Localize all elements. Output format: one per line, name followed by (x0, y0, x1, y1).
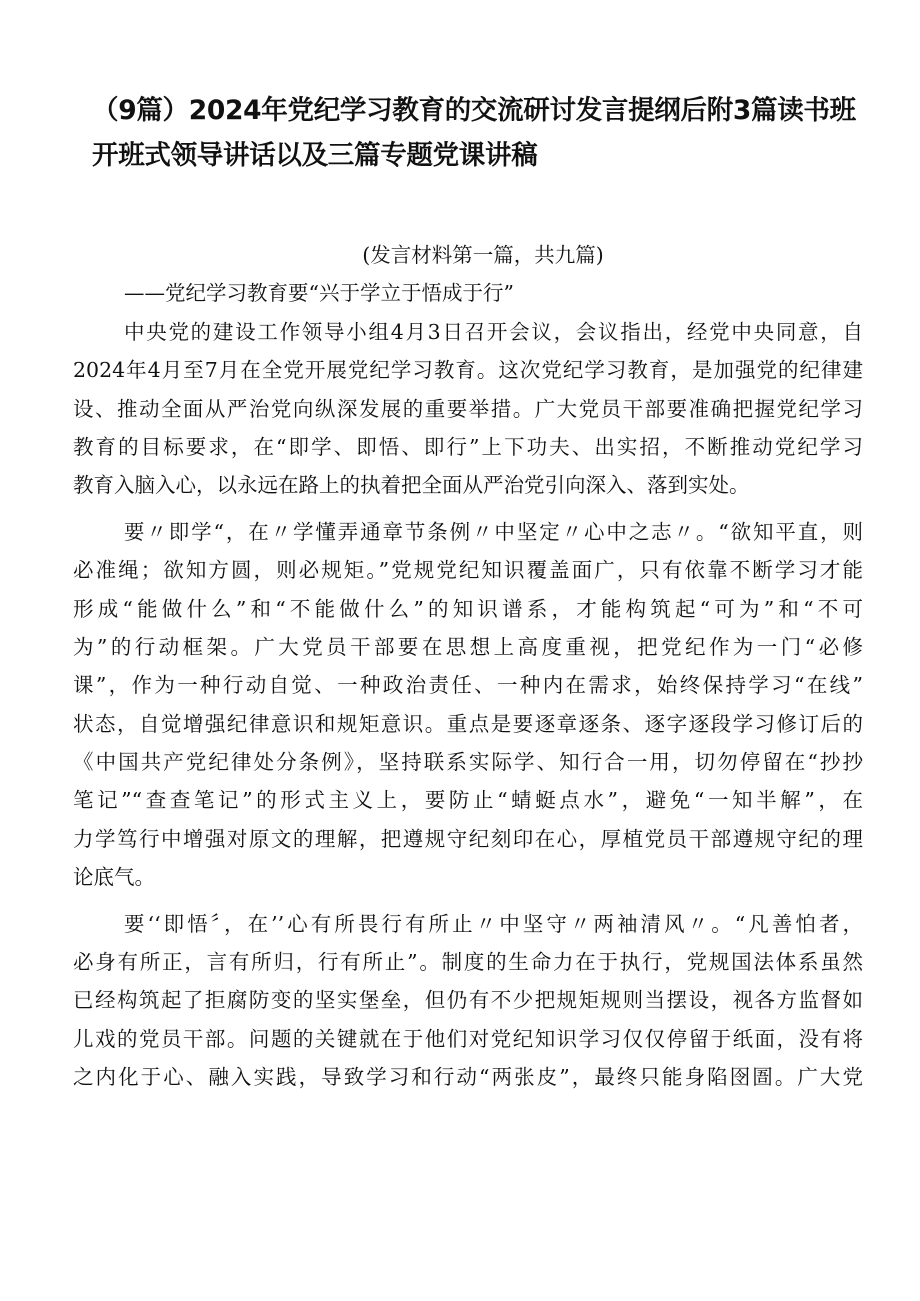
paragraph-line: 要〃即学“，在〃学懂弄通章节条例〃中坚定〃心中之志〃。“欲知平直，则 (124, 519, 863, 544)
paragraph-line: 教育的目标要求，在“即学、即悟、即行”上下功夫、出实招，不断推动党纪学习 (73, 434, 863, 459)
paragraph-line: 《中国共产党纪律处分条例》，坚持联系实际学、知行合一用，切勿停留在“抄抄 (73, 750, 863, 775)
paragraph (73, 313, 863, 505)
paragraph-line: 为”的行动框架。广大党员干部要在思想上高度重视，把党纪作为一门“必修 (73, 634, 863, 659)
paragraph-line: 状态，自觉增强纪律意识和规矩意识。重点是要逐章逐条、逐字逐段学习修订后的 (73, 711, 863, 736)
paragraph-line: 教育入脑入心，以永远在路上的执着把全面从严治党引向深入、落到实处。 (73, 473, 750, 498)
paragraph-line: 2024年4月至7月在全党开展党纪学习教育。这次党纪学习教育，是加强党的纪律建 (73, 358, 863, 383)
paragraph-line: 必准绳；欲知方圆，则必规矩。”党规党纪知识覆盖面广，只有依靠不断学习才能 (73, 558, 863, 583)
article-body (73, 236, 863, 1097)
paragraph-line: 论底气。 (73, 865, 155, 890)
paragraph-line: 之内化于心、融入实践，导致学习和行动“两张皮”，最终只能身陷囹圄。广大党 (73, 1065, 863, 1090)
document-title (92, 88, 882, 178)
paragraph-line: 形成“能做什么”和“不能做什么”的知识谱系，才能构筑起“可为”和“不可 (73, 596, 863, 621)
section-label: (发言材料第一篇，共九篇) (362, 243, 604, 267)
title-line: 开班式领导讲话以及三篇专题党课讲稿 (92, 140, 538, 171)
paragraph-line: 力学笃行中增强对原文的理解，把遵规守纪刻印在心，厚植党员干部遵规守纪的理 (73, 826, 863, 851)
paragraph-line: 笔记”“查查笔记”的形式主义上，要防止“蜻蜓点水”，避免“一知半解”，在 (73, 788, 863, 813)
paragraph-line: 已经构筑起了拒腐防变的坚实堡垒，但仍有不少把规矩规则当摆设，视各方监督如 (73, 988, 863, 1013)
paragraph-line: 要‘‘即悟〞，在’’心有所畏行有所止〃中坚守〃两袖清风〃。“凡善怕者， (124, 911, 863, 936)
paragraph-line: 设、推动全面从严治党向纵深发展的重要举措。广大党员干部要准确把握党纪学习 (73, 396, 863, 421)
title-line: （9篇）2024年党纪学习教育的交流研讨发言提纲后附3篇读书班 (92, 95, 856, 126)
article-subtitle: ——党纪学习教育要“兴于学立于悟成于行” (124, 281, 514, 306)
paragraph-line: 必身有所正，言有所归，行有所止”。制度的生命力在于执行，党规国法体系虽然 (73, 950, 863, 975)
paragraph-line: 课”，作为一种行动自觉、一种政治责任、一种内在需求，始终保持学习“在线” (73, 673, 863, 698)
paragraph (73, 905, 863, 1097)
paragraph-line: 儿戏的党员干部。问题的关键就在于他们对党纪知识学习仅仅停留于纸面，没有将 (73, 1026, 863, 1051)
paragraph-line: 中央党的建设工作领导小组4月3日召开会议，会议指出，经党中央同意，自 (124, 319, 863, 344)
paragraph (73, 513, 863, 897)
